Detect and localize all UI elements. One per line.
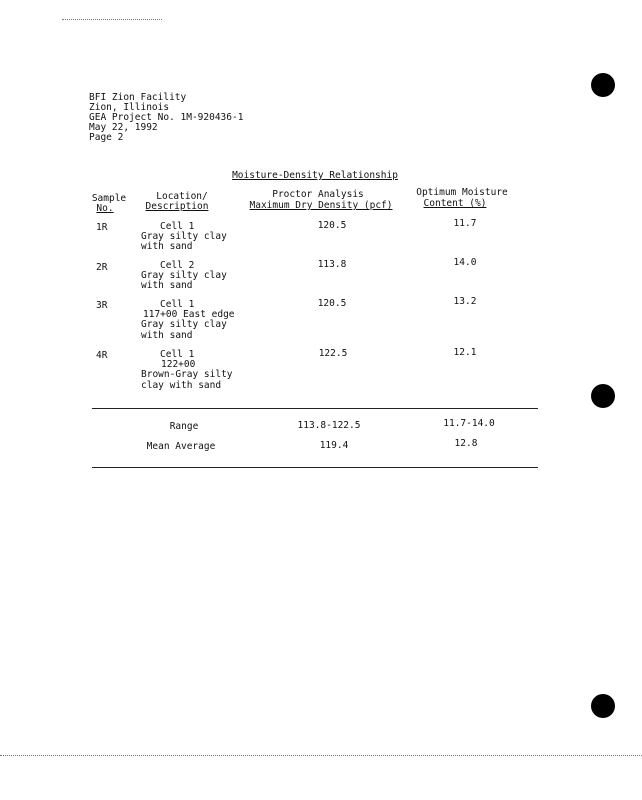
max-dry-density: 113.8 — [317, 259, 347, 270]
header-line: May 22, 1992 — [89, 122, 158, 133]
location-line: Gray silty clay — [141, 270, 227, 281]
location-line: Cell 1 — [160, 221, 195, 232]
binder-hole — [591, 384, 615, 408]
range-density: 113.8-122.5 — [297, 420, 361, 431]
optimum-moisture: 12.1 — [453, 347, 477, 358]
optimum-moisture: 13.2 — [453, 296, 477, 307]
location-line: Gray silty clay — [141, 231, 227, 242]
col-header-proctor: Proctor Analysis — [272, 189, 364, 200]
summary-label: Range — [169, 421, 199, 432]
col-header-sample: No. — [96, 203, 114, 214]
table-rule — [92, 408, 538, 409]
location-line: with sand — [141, 330, 193, 341]
location-line: Cell 2 — [160, 260, 195, 271]
location-line: with sand — [141, 241, 193, 252]
header-line: Page 2 — [89, 132, 124, 143]
location-line: clay with sand — [141, 380, 222, 391]
table-title: Moisture-Density Relationship — [232, 170, 398, 181]
sample-no: 2R — [96, 262, 108, 273]
header-line: GEA Project No. 1M-920436-1 — [89, 112, 244, 123]
binder-hole — [591, 694, 615, 718]
max-dry-density: 120.5 — [317, 220, 347, 231]
table-rule — [92, 467, 538, 468]
sample-no: 3R — [96, 300, 108, 311]
location-line: Gray silty clay — [141, 319, 227, 330]
optimum-moisture: 14.0 — [453, 257, 477, 268]
col-header-location: Location/ — [156, 191, 208, 202]
col-header-proctor: Maximum Dry Density (pcf) — [249, 200, 393, 211]
location-line: Brown-Gray silty — [141, 369, 233, 380]
optimum-moisture: 11.7 — [453, 218, 477, 229]
location-line: with sand — [141, 280, 193, 291]
mean-density: 119.4 — [319, 440, 349, 451]
sample-no: 4R — [96, 350, 108, 361]
location-line: 122+00 — [161, 359, 196, 370]
location-line: 117+00 East edge — [143, 309, 235, 320]
header-line: Zion, Illinois — [89, 102, 170, 113]
col-header-moisture: Optimum Moisture — [416, 187, 508, 198]
col-header-sample: Sample — [91, 193, 127, 204]
scan-artifact — [62, 19, 162, 20]
header-line: BFI Zion Facility — [89, 92, 187, 103]
max-dry-density: 122.5 — [318, 348, 348, 359]
location-line: Cell 1 — [160, 299, 195, 310]
range-moisture: 11.7-14.0 — [443, 418, 495, 429]
col-header-moisture: Content (%) — [423, 198, 487, 209]
max-dry-density: 120.5 — [317, 298, 347, 309]
col-header-location: Description — [145, 201, 209, 212]
location-line: Cell 1 — [160, 349, 195, 360]
summary-label: Mean Average — [146, 441, 216, 452]
mean-moisture: 12.8 — [454, 438, 478, 449]
binder-hole — [591, 73, 615, 97]
sample-no: 1R — [96, 222, 108, 233]
scan-artifact — [0, 755, 642, 756]
